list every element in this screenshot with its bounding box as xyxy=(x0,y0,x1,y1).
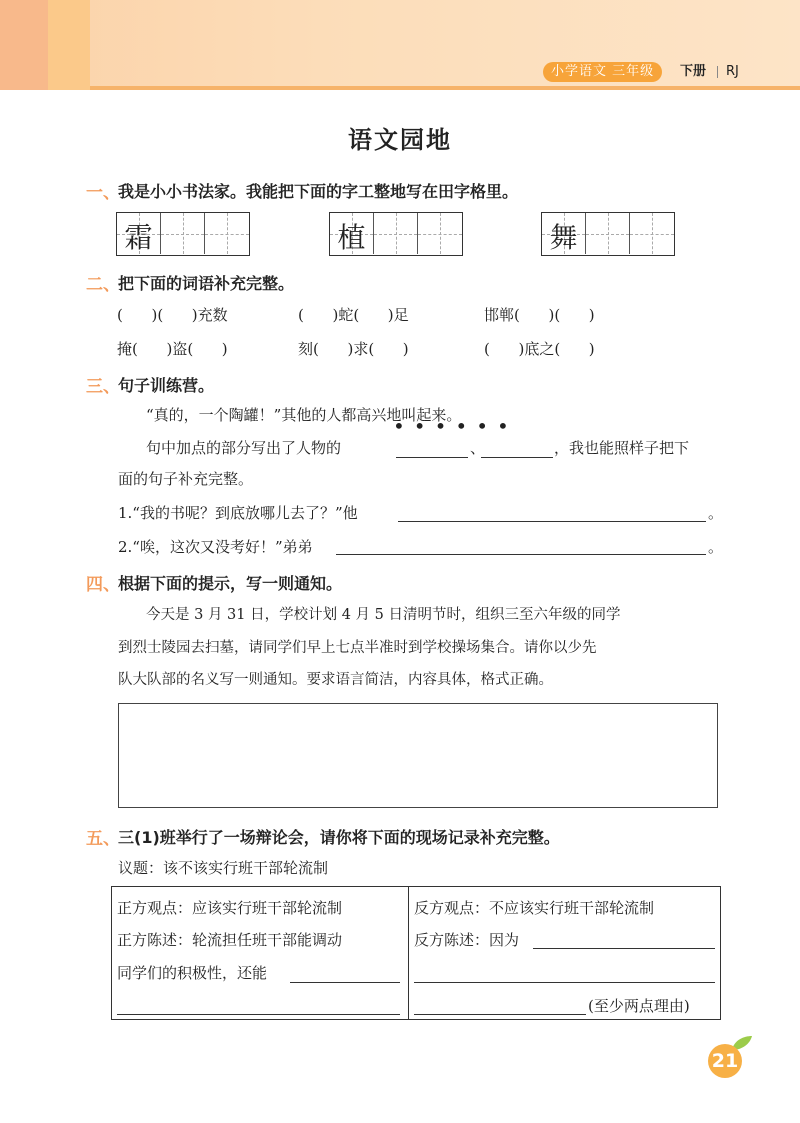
table-divider xyxy=(408,887,409,1019)
grid-cell[interactable] xyxy=(330,213,374,254)
model-character: 霜 xyxy=(124,221,153,254)
subject-badge: 小学语文 三年级 xyxy=(543,62,662,82)
prompt-paragraph: 今天是 3 月 31 日，学校计划 4 月 5 日清明节时，组织三至六年级的同学 xyxy=(146,607,621,623)
header-stripe xyxy=(48,0,90,90)
tianzige-grid[interactable] xyxy=(541,212,675,256)
question-text: 句子训练营。 xyxy=(118,376,215,395)
question-number: 二、 xyxy=(86,275,120,295)
answer-line[interactable] xyxy=(481,456,553,458)
page-number: 21 xyxy=(708,1044,742,1078)
idiom-blank[interactable]: 掩( )盗( ) xyxy=(117,340,228,358)
idiom-blank[interactable]: ( )( )充数 xyxy=(117,306,228,324)
idiom-blank[interactable]: ( )底之( ) xyxy=(484,340,595,358)
grid-cell[interactable] xyxy=(418,213,462,254)
answer-line[interactable] xyxy=(290,981,400,983)
pro-statement: 正方陈述：轮流担任班干部能调动 xyxy=(117,931,343,949)
requirement-note: (至少两点理由) xyxy=(588,997,690,1015)
instruction-text: 面的句子补充完整。 xyxy=(118,470,254,488)
tianzige-grid[interactable] xyxy=(116,212,250,256)
question-text: 三(1)班举行了一场辩论会，请你将下面的现场记录补充完整。 xyxy=(118,828,560,847)
volume-label: 下册 xyxy=(680,64,707,79)
tianzige-grid[interactable] xyxy=(329,212,463,256)
grid-cell[interactable] xyxy=(205,213,249,254)
answer-line[interactable] xyxy=(396,456,468,458)
sentence-item: 2.“唉，这次又没考好！”弟弟 xyxy=(118,538,313,556)
answer-line[interactable] xyxy=(398,520,706,522)
grid-cell[interactable] xyxy=(542,213,586,254)
header-stripe xyxy=(0,0,48,90)
grid-cell[interactable] xyxy=(630,213,674,254)
answer-line[interactable] xyxy=(414,1013,586,1015)
answer-line[interactable] xyxy=(336,553,706,555)
question-text: 根据下面的提示，写一则通知。 xyxy=(118,574,343,593)
period: 。 xyxy=(708,504,724,522)
divider xyxy=(717,66,718,78)
prompt-paragraph: 到烈士陵园去扫墓，请同学们早上七点半准时到学校操场集合。请你以少先 xyxy=(118,640,597,656)
answer-line[interactable] xyxy=(533,947,715,949)
debate-topic: 议题：该不该实行班干部轮流制 xyxy=(118,859,329,877)
grid-cell[interactable] xyxy=(586,213,630,254)
sentence-item: 1.“我的书呢？到底放哪儿去了？”他 xyxy=(118,504,358,522)
grid-cell[interactable] xyxy=(374,213,418,254)
model-character: 植 xyxy=(337,221,366,254)
pro-viewpoint: 正方观点：应该实行班干部轮流制 xyxy=(117,899,343,917)
model-character: 舞 xyxy=(549,221,578,254)
idiom-blank[interactable]: 邯郸( )( ) xyxy=(484,306,595,324)
question-number: 四、 xyxy=(86,575,120,595)
instruction-text: 、 xyxy=(470,439,486,457)
question-text: 把下面的词语补充完整。 xyxy=(118,274,295,293)
prompt-paragraph: 队大队部的名义写一则通知。要求语言简洁，内容具体，格式正确。 xyxy=(118,672,553,688)
header-underline xyxy=(90,86,800,90)
question-text: 我是小小书法家。我能把下面的字工整地写在田字格里。 xyxy=(118,182,519,201)
idiom-blank[interactable]: ( )蛇( )足 xyxy=(298,306,409,324)
notice-answer-box[interactable] xyxy=(118,703,718,808)
idiom-blank[interactable]: 刻( )求( ) xyxy=(298,340,409,358)
instruction-text: ，我也能照样子把下 xyxy=(554,439,690,457)
grid-cell[interactable] xyxy=(117,213,161,254)
quote-sentence: “真的，一个陶罐！”其他的人都高兴地叫起来。 xyxy=(146,406,462,424)
con-statement: 反方陈述：因为 xyxy=(414,931,520,949)
period: 。 xyxy=(708,538,724,556)
pro-statement: 同学们的积极性，还能 xyxy=(117,964,268,982)
emphasis-dots: •••••• xyxy=(393,414,518,438)
answer-line[interactable] xyxy=(414,981,715,983)
question-number: 三、 xyxy=(86,377,120,397)
question-number: 一、 xyxy=(86,183,120,203)
instruction-text: 句中加点的部分写出了人物的 xyxy=(146,439,342,457)
page-title: 语文园地 xyxy=(348,126,452,154)
answer-line[interactable] xyxy=(117,1013,400,1015)
question-number: 五、 xyxy=(86,829,120,849)
grid-cell[interactable] xyxy=(161,213,205,254)
con-viewpoint: 反方观点：不应该实行班干部轮流制 xyxy=(414,899,655,917)
edition-label: RJ xyxy=(726,64,739,79)
